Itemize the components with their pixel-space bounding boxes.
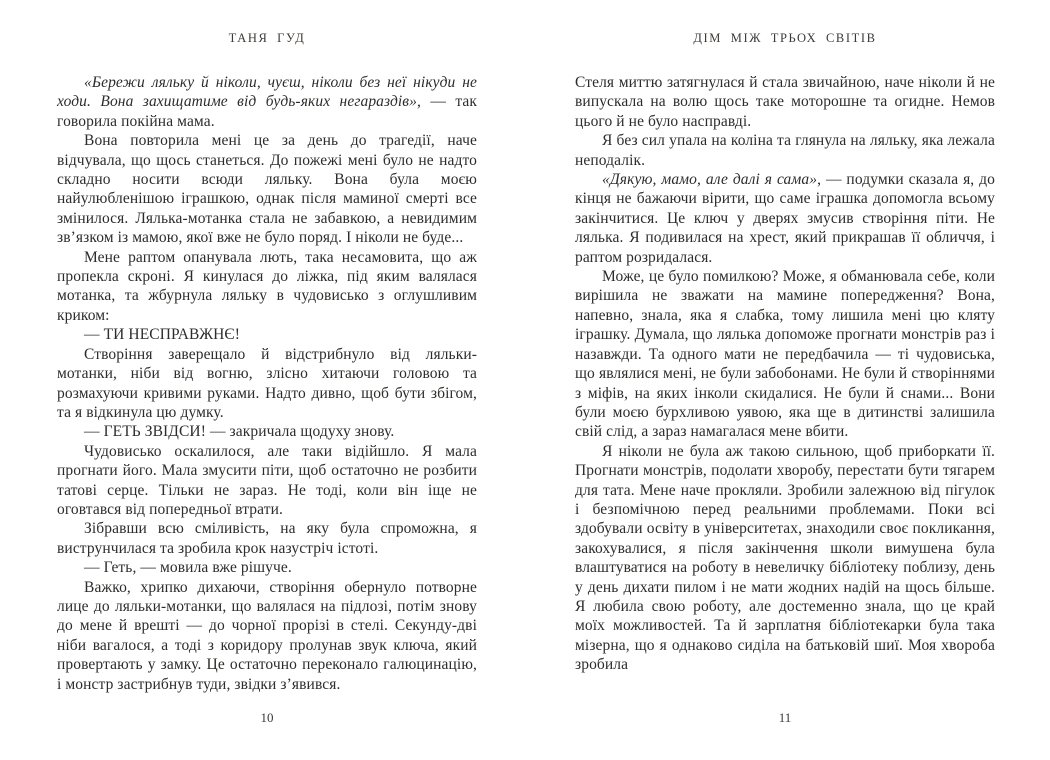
text-run: Я ніколи не була аж такою сильною, щоб приборкати її. Прогнати монстрів, подолати хворобу, перестати бути тягарем для тата. Мене наче прокляли. Зробили залежною від пігулок і безпомічною перед реальними проблемами. Поки всі здобували освіту в університетах, знаходили своє покликання, закохувалися, я після закінчення школи вимушена була влаштуватися на роботу в невеличку бібліотеку поблизу, день у день дихати пилом і не мати жодних надій на щось більше. Я любила свою роботу, але достеменно знала, що це край моїх можливостей. Та й зарплатня бібліотекарки була така мізерна, що я однаково сиділа на батьковій шиї. Моя хвороба зробила: [575, 442, 995, 674]
paragraph: [57, 345, 477, 423]
italic-text-run: «Бережи ляльку й ніколи, чуєш, ніколи без неї нікуди не ходи. Вона захищатиме від будь-яких негараздів»: [57, 74, 477, 111]
paragraph: [575, 131, 995, 170]
text-run: — ГЕТЬ ЗВІДСИ! — закричала щодуху знову.: [84, 423, 395, 441]
text-run: Стеля миттю затягнулася й стала звичайною, наче ніколи й не випускала на волю щось таке моторошне та огидне. Немов цього й не було насправді.: [575, 74, 995, 130]
right-page-text: [575, 73, 995, 675]
paragraph: [575, 170, 995, 267]
text-run: , — так говорила покійна мама.: [57, 93, 477, 130]
text-run: Може, це було помилкою? Може, я обманювала себе, коли вирішила не зважати на мамине попередження? Вона, напевно, знала, яка я слабка, тому лишила мені цю кляту іграшку. Думала, що лялька допоможе прогнати монстрів раз і назавжди. Та одного мати не передбачила — ті чудовиська, що являлися мені, не були забобонами. Не були й створіннями з міфів, на яких інколи скидалися. Не були й снами... Вони були моєю бурхливою уявою, яка ще в дитинстві залишила свій слід, а зараз намагалася мене вбити.: [575, 268, 995, 441]
text-run: Чудовисько оскалилося, але таки відійшло. Я мала прогнати його. Мала змусити піти, щоб остаточно не розбити татові серце. Тільки не зараз. Не тоді, коли він іще не оговтався від попередньої втрати.: [57, 442, 477, 518]
page-number-left: 10: [260, 710, 274, 725]
paragraph: [57, 73, 477, 131]
text-run: — ТИ НЕСПРАВЖНЄ!: [84, 326, 240, 344]
text-run: Я без сил упала на коліна та глянула на ляльку, яка лежала неподалік.: [575, 132, 995, 169]
paragraph: [57, 519, 477, 558]
paragraph: [575, 73, 995, 131]
paragraph: [57, 248, 477, 326]
text-run: Мене раптом опанувала лють, така несамовита, що аж пропекла скроні. Я кинулася до ліжка, під яким валялася мотанка, та жбурнула ляльку в чудовисько з оглушливим криком:: [57, 248, 477, 324]
paragraph: [57, 325, 477, 344]
paragraph: [575, 267, 995, 442]
paragraph: [57, 442, 477, 520]
italic-text-run: «Дякую, мамо, але далі я сама»: [602, 171, 818, 189]
text-run: Створіння заверещало й відстрибнуло від ляльки-мотанки, ніби від вогню, злісно хитаючи головою та розмахуючи кривими руками. Надто дивно, щоб бути збігом, та я відкинула цю думку.: [57, 345, 477, 421]
text-run: , — подумки сказала я, до кінця не бажаючи вірити, що саме іграшка допомогла всьому закінчитися. Це ключ у дверях змусив створіння піти. Не лялька. Я подивилася на хрест, який прикрашав її обличчя, і раптом розридалася.: [575, 171, 995, 266]
page-number-right: 11: [778, 710, 792, 725]
paragraph: [57, 131, 477, 247]
text-run: Важко, хрипко дихаючи, створіння обернуло потворне лице до ляльки-мотанки, що валялася на підлозі, потім знову до мене й врешті — до чорної прорізі в стелі. Секунду-дві ніби вагалося, а тоді з коридору пролунав звук ключа, який провертають у замку. Це остаточно переконало галюцинацію, і монстр застрибнув туди, звідки з’явився.: [57, 578, 477, 693]
running-header-title: ДІМ МІЖ ТРЬОХ СВІТІВ: [693, 31, 877, 45]
left-page: [57, 0, 477, 760]
text-run: Зібравши всю сміливість, на яку була спроможна, я виструнчилася та зробила крок назустріч істоті.: [57, 520, 477, 557]
text-run: — Геть, — мовила вже рішуче.: [84, 559, 292, 577]
running-header-author: ТАНЯ ГУД: [228, 31, 306, 45]
paragraph: [57, 558, 477, 577]
paragraph: [57, 422, 477, 441]
paragraph: [575, 442, 995, 675]
text-run: Вона повторила мені це за день до трагедії, наче відчувала, що щось станеться. До пожежі мені було не надто складно носити всюди ляльку. Вона була моєю найулюбленішою іграшкою, однак після маминої смерті все змінилося. Лялька-мотанка стала не забавкою, а невидимим зв’язком із мамою, якої вже не було поряд. І ніколи не буде...: [57, 132, 477, 247]
right-page: [575, 0, 995, 760]
left-page-text: [57, 73, 477, 694]
paragraph: [57, 578, 477, 694]
